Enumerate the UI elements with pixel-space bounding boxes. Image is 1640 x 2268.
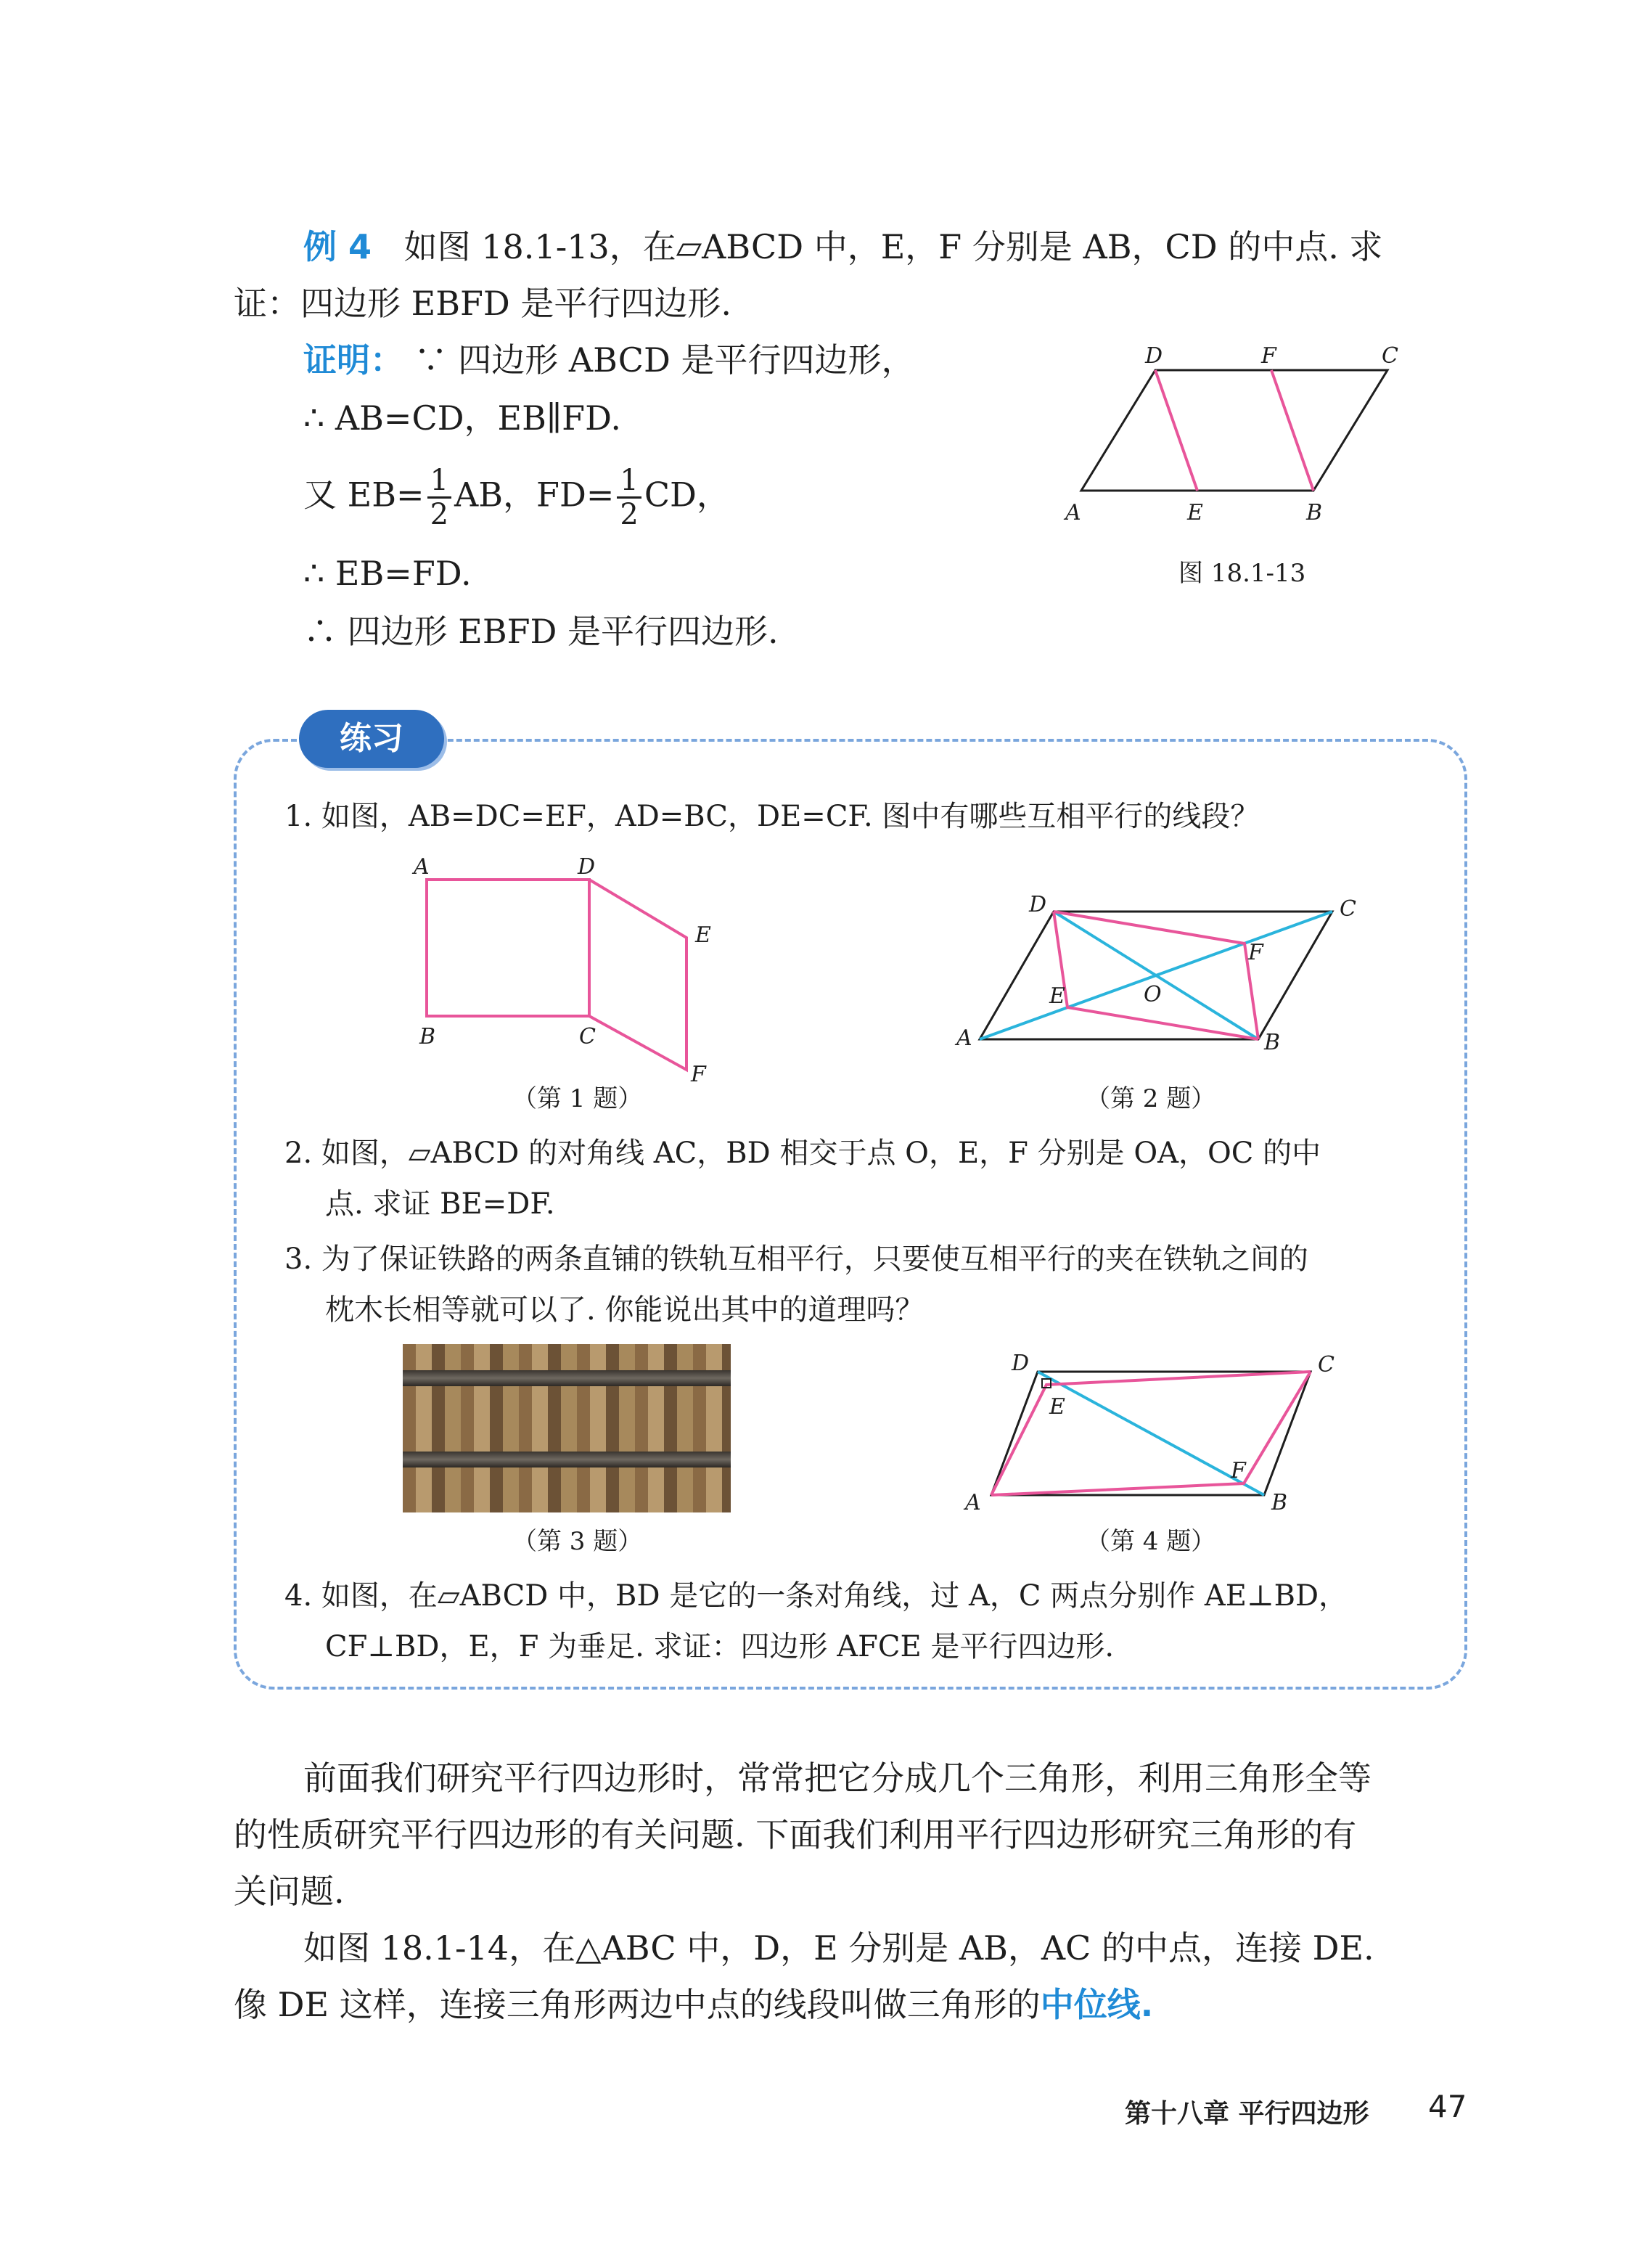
q2-label-A: A bbox=[956, 1025, 972, 1051]
q2-label-B: B bbox=[1264, 1030, 1281, 1055]
exercise-q3-line-2: 枕木长相等就可以了. 你能说出其中的道理吗？ bbox=[325, 1293, 924, 1327]
proof-text-3a: 又 EB= bbox=[303, 475, 425, 515]
q2-label-F: F bbox=[1248, 940, 1263, 965]
exercise-tab: 练习 bbox=[299, 710, 444, 768]
exercise-q4-line-2: CF⊥BD，E，F 为垂足. 求证：四边形 AFCE 是平行四边形. bbox=[325, 1630, 1115, 1663]
q2-label-O: O bbox=[1144, 982, 1162, 1007]
label-D: D bbox=[1145, 343, 1163, 369]
q4-label-F: F bbox=[1231, 1458, 1246, 1483]
example-statement: 如图 18.1-13，在▱ABCD 中，E，F 分别是 AB，CD 的中点. 求 bbox=[403, 227, 1383, 266]
label-A: A bbox=[1065, 500, 1081, 525]
q3-caption: （第 3 题） bbox=[512, 1527, 643, 1556]
example-label: 例 4 bbox=[303, 227, 372, 266]
q1-label-B: B bbox=[419, 1024, 436, 1049]
q1-label-C: C bbox=[579, 1024, 596, 1049]
label-B: B bbox=[1306, 500, 1323, 525]
q4-label-D: D bbox=[1012, 1351, 1030, 1376]
fraction-half-1: $\frac{1}{2}$ bbox=[427, 464, 451, 531]
q4-caption: （第 4 题） bbox=[1086, 1527, 1216, 1556]
label-F: F bbox=[1261, 343, 1276, 369]
footer-page-number: 47 bbox=[1428, 2089, 1467, 2124]
term-midline: 中位线. bbox=[1040, 1985, 1154, 2024]
q4-label-A: A bbox=[965, 1490, 981, 1515]
exercise-q1: 1. 如图，AB=DC=EF，AD=BC，DE=CF. 图中有哪些互相平行的线段？ bbox=[284, 800, 1260, 833]
q1-label-E: E bbox=[695, 922, 711, 948]
exercise-q3-line-1: 3. 为了保证铁路的两条直铺的铁轨互相平行，只要使互相平行的夹在铁轨之间的 bbox=[284, 1243, 1308, 1276]
q1-label-A: A bbox=[414, 854, 430, 880]
proof-text-3c: CD， bbox=[644, 475, 730, 515]
proof-line-5: ∴ 四边形 EBFD 是平行四边形. bbox=[303, 612, 779, 651]
paragraph-1-line-1: 前面我们研究平行四边形时，常常把它分成几个三角形，利用三角形全等 bbox=[303, 1759, 1372, 1798]
q4-label-C: C bbox=[1318, 1352, 1334, 1377]
label-E: E bbox=[1187, 500, 1203, 525]
q2-label-E: E bbox=[1049, 983, 1065, 1009]
proof-label: 证明： bbox=[303, 340, 403, 380]
paragraph-2-text: 像 DE 这样，连接三角形两边中点的线段叫做三角形的 bbox=[234, 1985, 1041, 2024]
example-line-2: 证：四边形 EBFD 是平行四边形. bbox=[234, 284, 732, 323]
proof-text-3b: AB，FD= bbox=[454, 475, 615, 515]
q1-label-F: F bbox=[691, 1062, 706, 1087]
proof-line-4: ∴ EB=FD. bbox=[303, 554, 472, 593]
paragraph-1-line-3: 关问题. bbox=[234, 1872, 345, 1911]
q2-label-D: D bbox=[1029, 892, 1047, 917]
q2-caption: （第 2 题） bbox=[1086, 1084, 1216, 1113]
exercise-q2-line-2: 点. 求证 BE=DF. bbox=[325, 1187, 555, 1221]
exercise-q2-line-1: 2. 如图，▱ABCD 的对角线 AC，BD 相交于点 O，E，F 分别是 OA，OC 的中 bbox=[284, 1137, 1321, 1170]
q1-caption: （第 1 题） bbox=[512, 1084, 643, 1113]
proof-line-2: ∴ AB=CD，EB∥FD. bbox=[303, 398, 621, 438]
figure-caption: 图 18.1-13 bbox=[1178, 559, 1306, 588]
paragraph-2-line-1: 如图 18.1-14，在△ABC 中，D，E 分别是 AB，AC 的中点，连接 DE. bbox=[303, 1928, 1374, 1968]
fraction-half-2: $\frac{1}{2}$ bbox=[617, 464, 641, 531]
footer-chapter: 第十八章 平行四边形 bbox=[1125, 2099, 1369, 2129]
paragraph-2-line-2 bbox=[234, 1981, 1153, 2028]
q1-label-D: D bbox=[578, 854, 596, 880]
proof-text-1: ∵ 四边形 ABCD 是平行四边形， bbox=[414, 340, 915, 380]
exercise-q4-line-1: 4. 如图，在▱ABCD 中，BD 是它的一条对角线，过 A，C 两点分别作 AE⊥BD， bbox=[284, 1579, 1348, 1613]
q4-label-B: B bbox=[1271, 1490, 1288, 1515]
paragraph-1-line-2: 的性质研究平行四边形的有关问题. 下面我们利用平行四边形研究三角形的有 bbox=[234, 1815, 1357, 1854]
label-C: C bbox=[1382, 343, 1398, 369]
q4-label-E: E bbox=[1049, 1394, 1065, 1420]
q2-label-C: C bbox=[1340, 896, 1356, 922]
